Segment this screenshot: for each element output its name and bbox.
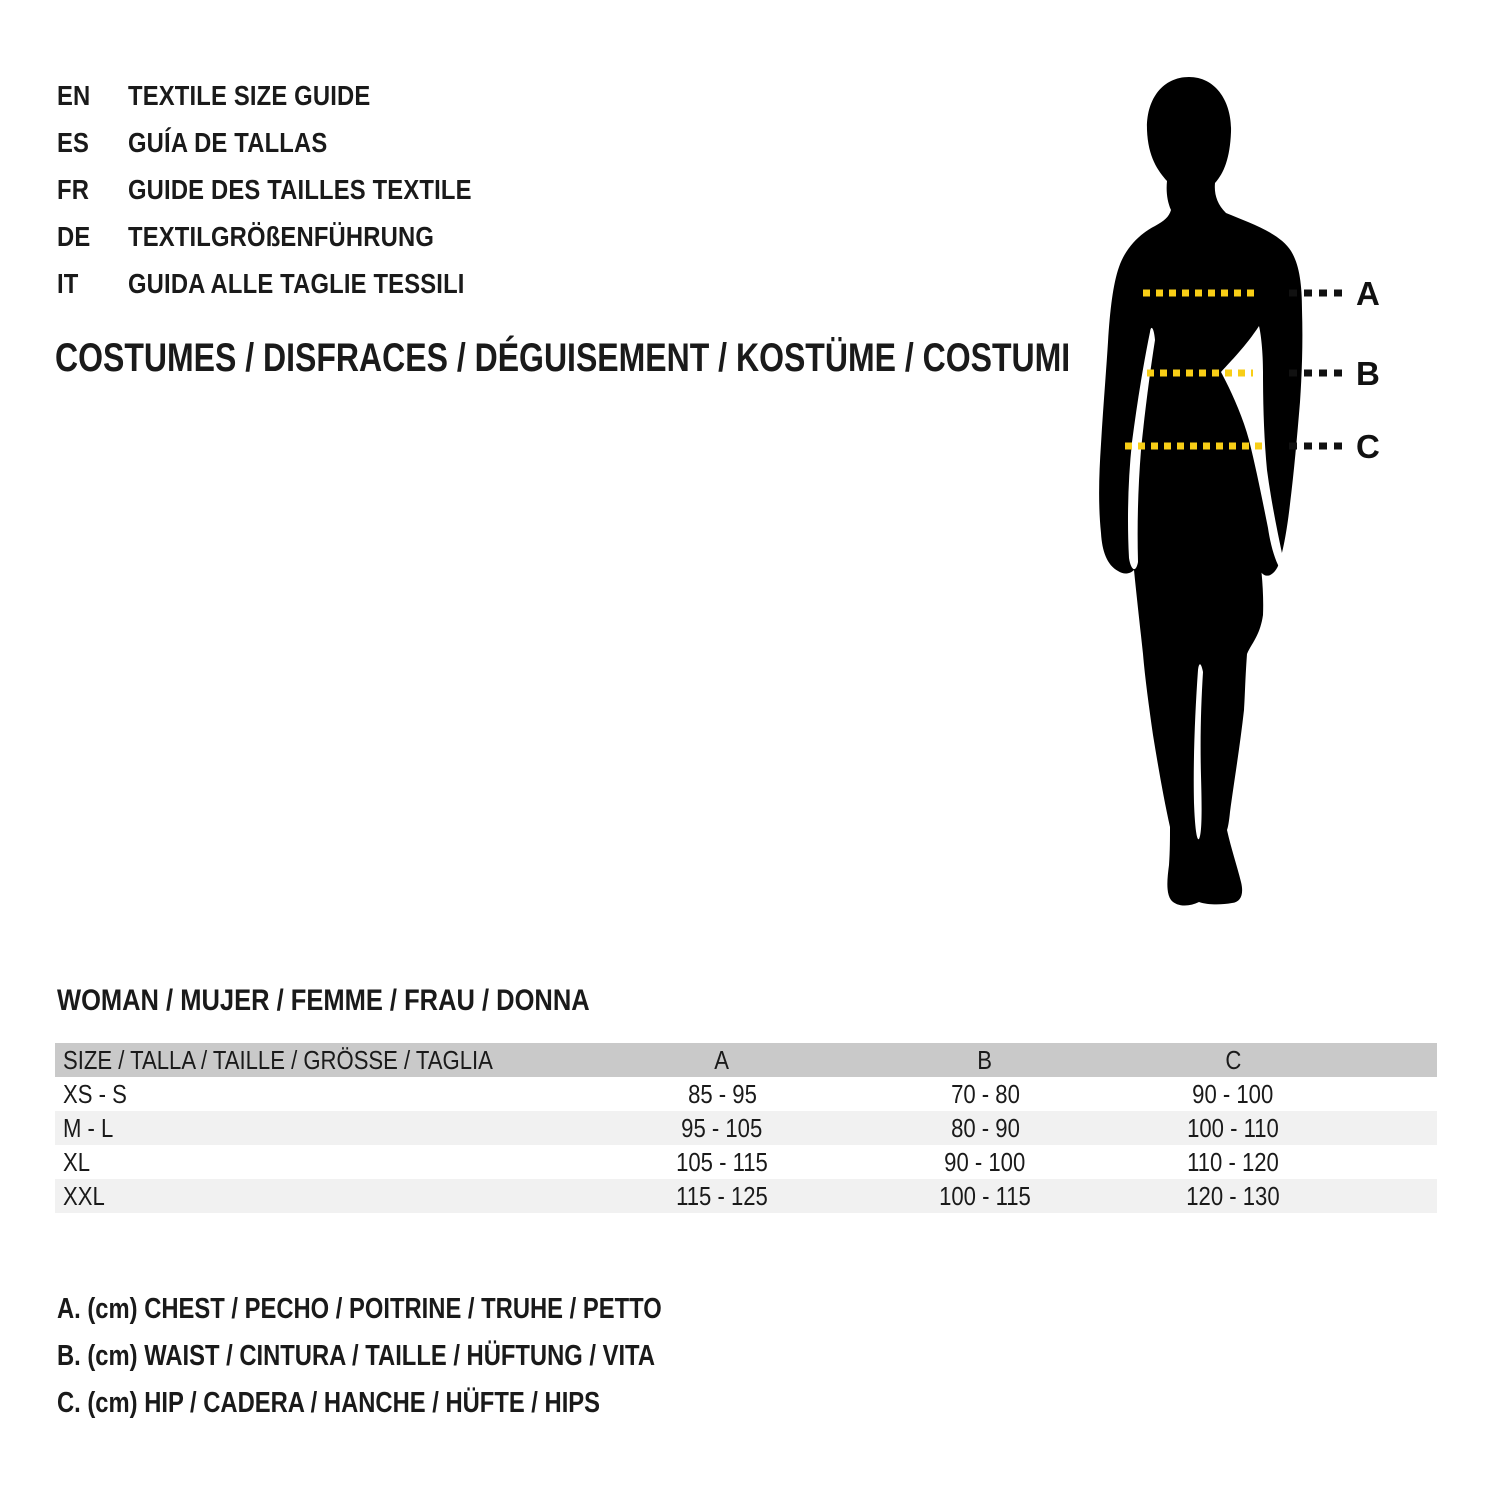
size-cell: M - L: [63, 1112, 114, 1143]
language-row-it: [57, 260, 532, 307]
section-title-woman: WOMAN / MUJER / FEMME / FRAU / DONNA: [57, 984, 590, 1017]
hip-range-cell: 120 - 130: [1186, 1180, 1280, 1211]
hip-range-cell: 110 - 120: [1187, 1146, 1279, 1177]
hip-line-label: C: [1356, 428, 1380, 465]
note-hip: C. (cm) HIP / CADERA / HANCHE / HÜFTE / HIPS: [57, 1387, 601, 1419]
column-header-c: C: [1225, 1044, 1241, 1075]
column-header-a: A: [714, 1044, 730, 1075]
language-guide-title: GUIDE DES TAILLES TEXTILE: [128, 173, 472, 205]
row-spacer: [1355, 1077, 1437, 1111]
note-chest: A. (cm) CHEST / PECHO / POITRINE / TRUHE / PETTO: [57, 1293, 662, 1325]
size-cell: XS - S: [63, 1078, 127, 1109]
column-header-b: B: [977, 1044, 993, 1075]
size-table-header-row: [55, 1043, 1437, 1077]
header-spacer: [1355, 1043, 1437, 1077]
silhouette-figure: [1050, 70, 1400, 920]
language-row-fr: [57, 166, 532, 213]
language-code: ES: [57, 126, 90, 158]
table-row-xxl: [55, 1179, 1437, 1213]
row-spacer: [1355, 1111, 1437, 1145]
waist-range-cell: 100 - 115: [939, 1180, 1031, 1211]
waist-range-cell: 80 - 90: [950, 1112, 1020, 1143]
size-column-header: SIZE / TALLA / TAILLE / GRÖSSE / TAGLIA: [63, 1044, 493, 1075]
language-code: FR: [57, 173, 90, 205]
chest-range-cell: 115 - 125: [676, 1180, 768, 1211]
language-row-de: [57, 213, 532, 260]
woman-silhouette-image: [1050, 70, 1400, 920]
waist-range-cell: 90 - 100: [944, 1146, 1026, 1177]
chest-line-label: A: [1356, 275, 1380, 312]
language-code: IT: [57, 267, 79, 299]
language-row-en: [57, 72, 532, 119]
table-row-m-l: [55, 1111, 1437, 1145]
language-code: DE: [57, 220, 91, 252]
language-code: EN: [57, 79, 91, 111]
language-guide-title: TEXTILE SIZE GUIDE: [128, 79, 371, 111]
chest-range-cell: 95 - 105: [681, 1112, 763, 1143]
size-cell: XXL: [63, 1180, 105, 1211]
language-guide-title: GUIDA ALLE TAGLIE TESSILI: [128, 267, 465, 299]
note-waist: B. (cm) WAIST / CINTURA / TAILLE / HÜFTUNG / VITA: [57, 1340, 655, 1372]
measure-notes: [57, 1286, 794, 1427]
category-line: COSTUMES / DISFRACES / DÉGUISEMENT / KOSTÜME / COSTUMI: [55, 336, 1071, 380]
row-spacer: [1355, 1145, 1437, 1179]
size-cell: XL: [63, 1146, 91, 1177]
table-row-xs-s: [55, 1077, 1437, 1111]
language-guide: [57, 72, 532, 307]
waist-line-label: B: [1356, 355, 1380, 392]
row-spacer: [1355, 1179, 1437, 1213]
table-row-xl: [55, 1145, 1437, 1179]
size-table: [55, 1043, 1437, 1213]
chest-range-cell: 85 - 95: [687, 1078, 757, 1109]
hip-range-cell: 90 - 100: [1192, 1078, 1274, 1109]
language-guide-title: TEXTILGRÖßENFÜHRUNG: [128, 220, 435, 252]
language-guide-title: GUÍA DE TALLAS: [128, 126, 328, 158]
hip-range-cell: 100 - 110: [1187, 1112, 1279, 1143]
language-row-es: [57, 119, 532, 166]
chest-range-cell: 105 - 115: [676, 1146, 768, 1177]
waist-range-cell: 70 - 80: [950, 1078, 1020, 1109]
